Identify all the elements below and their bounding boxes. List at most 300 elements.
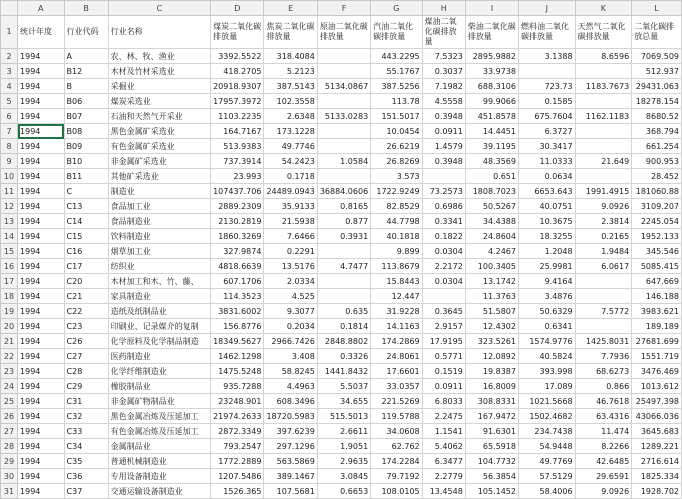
table-cell[interactable]: 1808.7023 [465,184,518,199]
table-cell[interactable]: 2.2779 [422,469,465,484]
table-cell[interactable]: 1.4579 [422,139,465,154]
table-cell[interactable]: 234.7438 [518,424,575,439]
row-header[interactable]: 4 [1,79,18,94]
table-cell[interactable]: 151.5017 [371,109,422,124]
table-cell[interactable]: 4.2467 [465,244,518,259]
row-header[interactable]: 8 [1,139,18,154]
table-cell[interactable]: 1425.8031 [575,334,632,349]
table-cell[interactable]: 9.4164 [518,274,575,289]
table-cell[interactable]: 1551.719 [632,349,682,364]
table-cell[interactable]: 1183.7673 [575,79,632,94]
table-cell[interactable]: 24489.0943 [264,184,317,199]
table-cell[interactable]: 2.9635 [317,454,370,469]
table-cell[interactable]: 化学原料及化学制品制造 [108,334,210,349]
field-header-cell[interactable]: 煤炭二氧化碳排放量 [211,16,264,49]
table-cell[interactable]: 1860.3269 [211,229,264,244]
table-cell[interactable] [575,124,632,139]
row-header[interactable]: 28 [1,439,18,454]
table-cell[interactable] [575,319,632,334]
table-cell[interactable]: 非金属矿采选业 [108,154,210,169]
table-cell[interactable]: 2245.054 [632,214,682,229]
table-cell[interactable]: 0.1519 [422,364,465,379]
table-cell[interactable]: 68.6273 [575,364,632,379]
table-cell[interactable]: 57.5129 [518,469,575,484]
table-cell[interactable]: 有色金属冶炼及压延加工 [108,424,210,439]
field-header-cell[interactable]: 行业代码 [64,16,108,49]
table-cell[interactable]: 34.0608 [371,424,422,439]
table-cell[interactable]: 44.7798 [371,214,422,229]
table-cell[interactable]: 108.0105 [371,484,422,499]
table-cell[interactable] [575,169,632,184]
table-cell[interactable]: 73.2573 [422,184,465,199]
table-cell[interactable]: C16 [64,244,108,259]
table-cell[interactable]: 13.5176 [264,259,317,274]
table-cell[interactable]: 661.254 [632,139,682,154]
table-cell[interactable]: 0.635 [317,304,370,319]
row-header[interactable]: 16 [1,259,18,274]
table-cell[interactable]: C [64,184,108,199]
table-cell[interactable]: 医药制造业 [108,349,210,364]
table-cell[interactable]: A [64,49,108,64]
table-cell[interactable]: 2.2172 [422,259,465,274]
table-cell[interactable]: 2.9157 [422,319,465,334]
table-cell[interactable]: 4.7477 [317,259,370,274]
row-header[interactable]: 3 [1,64,18,79]
table-cell[interactable]: 纺织业 [108,259,210,274]
table-cell[interactable]: 1994 [18,214,65,229]
table-cell[interactable]: 3.4876 [518,289,575,304]
table-cell[interactable]: 11.474 [575,424,632,439]
table-cell[interactable]: 金属制品业 [108,439,210,454]
table-cell[interactable]: 化学纤维制造业 [108,364,210,379]
table-cell[interactable]: C37 [64,484,108,499]
table-cell[interactable]: 387.5256 [371,79,422,94]
table-cell[interactable]: 1994 [18,154,65,169]
table-cell[interactable]: 1994 [18,484,65,499]
row-header[interactable]: 26 [1,409,18,424]
table-cell[interactable]: 100.3405 [465,259,518,274]
table-cell[interactable]: 17.9195 [422,334,465,349]
table-cell[interactable]: 0.2165 [575,229,632,244]
row-header[interactable]: 9 [1,154,18,169]
table-cell[interactable]: C17 [64,259,108,274]
table-cell[interactable]: B07 [64,109,108,124]
table-cell[interactable]: 4.4963 [264,379,317,394]
table-cell[interactable]: 17957.3972 [211,94,264,109]
table-cell[interactable]: 7.5772 [575,304,632,319]
field-header-cell[interactable]: 焦炭二氧化碳排放量 [264,16,317,49]
table-cell[interactable]: 1994 [18,394,65,409]
table-cell[interactable]: 17.089 [518,379,575,394]
table-cell[interactable] [575,64,632,79]
table-cell[interactable]: 2130.2819 [211,214,264,229]
table-cell[interactable]: 513.9383 [211,139,264,154]
table-cell[interactable]: 1994 [18,439,65,454]
row-header[interactable]: 24 [1,379,18,394]
table-cell[interactable]: 1928.702 [632,484,682,499]
table-cell[interactable]: 1013.612 [632,379,682,394]
column-header-c[interactable]: C [108,1,210,16]
field-header-cell[interactable]: 原油二氧化碳排放量 [317,16,370,49]
table-cell[interactable]: C22 [64,304,108,319]
table-cell[interactable]: 15.8443 [371,274,422,289]
table-cell[interactable] [518,64,575,79]
table-cell[interactable]: 0.3948 [422,109,465,124]
table-cell[interactable]: 1991.4915 [575,184,632,199]
table-cell[interactable]: 2966.7426 [264,334,317,349]
table-cell[interactable]: 0.3037 [422,64,465,79]
table-cell[interactable]: 0.866 [575,379,632,394]
table-cell[interactable]: 13.1742 [465,274,518,289]
table-cell[interactable]: 3476.469 [632,364,682,379]
table-cell[interactable]: 451.8578 [465,109,518,124]
table-cell[interactable]: 11.3763 [465,289,518,304]
table-cell[interactable]: 0.0911 [422,379,465,394]
table-cell[interactable]: 62.762 [371,439,422,454]
table-cell[interactable]: 1952.133 [632,229,682,244]
table-cell[interactable]: 4.5558 [422,94,465,109]
table-cell[interactable]: 563.5869 [264,454,317,469]
column-header-k[interactable]: K [575,1,632,16]
table-cell[interactable]: 0.0304 [422,244,465,259]
table-cell[interactable]: 采掘业 [108,79,210,94]
table-cell[interactable]: 1994 [18,334,65,349]
table-cell[interactable]: 27681.699 [632,334,682,349]
table-cell[interactable]: 737.3914 [211,154,264,169]
table-cell[interactable]: 20918.9307 [211,79,264,94]
table-cell[interactable]: 3.0845 [317,469,370,484]
table-cell[interactable]: 900.953 [632,154,682,169]
row-header[interactable]: 17 [1,274,18,289]
row-header[interactable]: 21 [1,334,18,349]
row-header[interactable]: 11 [1,184,18,199]
table-cell[interactable]: C26 [64,334,108,349]
table-cell[interactable]: 1526.365 [211,484,264,499]
table-cell[interactable]: 114.3523 [211,289,264,304]
table-cell[interactable]: 99.9066 [465,94,518,109]
table-cell[interactable]: 9.3077 [264,304,317,319]
table-cell[interactable]: 2895.9882 [465,49,518,64]
table-cell[interactable]: 54.2423 [264,154,317,169]
table-cell[interactable]: 7.7936 [575,349,632,364]
table-cell[interactable]: 饮料制造业 [108,229,210,244]
table-cell[interactable]: 647.669 [632,274,682,289]
select-all-corner[interactable] [1,1,18,16]
table-cell[interactable] [317,289,370,304]
field-header-cell[interactable]: 汽油二氧化碳排放量 [371,16,422,49]
table-cell[interactable]: 0.2291 [264,244,317,259]
table-cell[interactable]: 1994 [18,409,65,424]
table-cell[interactable]: 397.6239 [264,424,317,439]
table-cell[interactable] [317,139,370,154]
table-cell[interactable]: 3392.5522 [211,49,264,64]
table-cell[interactable]: 26.6219 [371,139,422,154]
table-cell[interactable]: 50.6329 [518,304,575,319]
table-cell[interactable] [317,274,370,289]
table-cell[interactable]: 0.1718 [264,169,317,184]
table-cell[interactable]: 1103.2235 [211,109,264,124]
table-cell[interactable]: 49.7746 [264,139,317,154]
row-header[interactable]: 22 [1,349,18,364]
table-cell[interactable]: 173.1228 [264,124,317,139]
table-cell[interactable]: 1994 [18,349,65,364]
table-cell[interactable]: 389.1467 [264,469,317,484]
table-cell[interactable]: 4818.6639 [211,259,264,274]
table-cell[interactable]: 1162.1183 [575,109,632,124]
table-cell[interactable]: 0.0911 [422,124,465,139]
table-cell[interactable]: 1462.1298 [211,349,264,364]
table-cell[interactable]: 18.3255 [518,229,575,244]
table-cell[interactable] [575,274,632,289]
table-cell[interactable]: 1021.5668 [518,394,575,409]
table-cell[interactable]: 0.5771 [422,349,465,364]
table-cell[interactable]: C20 [64,274,108,289]
table-cell[interactable]: 6653.643 [518,184,575,199]
table-cell[interactable]: 1772.2889 [211,454,264,469]
row-header[interactable]: 14 [1,229,18,244]
table-cell[interactable]: 91.6301 [465,424,518,439]
table-cell[interactable]: 1994 [18,244,65,259]
table-cell[interactable]: 50.5267 [465,199,518,214]
table-cell[interactable]: 1994 [18,184,65,199]
table-cell[interactable]: 48.3569 [465,154,518,169]
table-cell[interactable]: 3645.683 [632,424,682,439]
table-cell[interactable]: 113.78 [371,94,422,109]
table-cell[interactable]: 935.7288 [211,379,264,394]
table-cell[interactable]: 39.1195 [465,139,518,154]
table-cell[interactable]: 木材及竹材采选业 [108,64,210,79]
table-cell[interactable]: 7069.509 [632,49,682,64]
table-cell[interactable]: 3109.207 [632,199,682,214]
table-cell[interactable]: 1994 [18,124,65,139]
table-cell[interactable]: 1207.5486 [211,469,264,484]
table-cell[interactable]: C28 [64,364,108,379]
row-header[interactable]: 2 [1,49,18,64]
table-cell[interactable] [317,169,370,184]
table-cell[interactable]: 2872.3349 [211,424,264,439]
table-cell[interactable] [422,169,465,184]
table-cell[interactable]: 12.0892 [465,349,518,364]
row-header[interactable]: 25 [1,394,18,409]
table-cell[interactable]: C31 [64,394,108,409]
row-header[interactable]: 31 [1,484,18,499]
field-header-cell[interactable]: 二氧化碳排放总量 [632,16,682,49]
table-cell[interactable]: 0.3931 [317,229,370,244]
table-cell[interactable] [422,289,465,304]
row-header[interactable]: 19 [1,304,18,319]
field-header-cell[interactable]: 煤油二氧化碳排放量 [422,16,465,49]
table-cell[interactable]: 制造业 [108,184,210,199]
table-cell[interactable]: 食品制造业 [108,214,210,229]
table-cell[interactable]: 其他矿采选业 [108,169,210,184]
table-cell[interactable]: B11 [64,169,108,184]
table-cell[interactable]: 造纸及纸制品业 [108,304,210,319]
table-cell[interactable]: 323.5261 [465,334,518,349]
table-cell[interactable]: 0.6341 [518,319,575,334]
table-cell[interactable]: B [64,79,108,94]
column-header-d[interactable]: D [211,1,264,16]
table-cell[interactable]: 58.8245 [264,364,317,379]
table-cell[interactable]: 308.8331 [465,394,518,409]
table-cell[interactable]: 3.1388 [518,49,575,64]
table-cell[interactable]: 1441.8432 [317,364,370,379]
column-header-i[interactable]: I [465,1,518,16]
table-cell[interactable]: 35.9133 [264,199,317,214]
table-cell[interactable]: 46.7618 [575,394,632,409]
table-cell[interactable]: 21974.2633 [211,409,264,424]
table-cell[interactable]: 107437.706 [211,184,264,199]
table-cell[interactable]: 石油和天然气开采业 [108,109,210,124]
table-cell[interactable]: 418.2705 [211,64,264,79]
column-header-g[interactable]: G [371,1,422,16]
table-cell[interactable]: 1.0584 [317,154,370,169]
table-cell[interactable]: 82.8529 [371,199,422,214]
table-cell[interactable]: 2848.8802 [317,334,370,349]
table-cell[interactable]: 黑色金属冶炼及压延加工 [108,409,210,424]
table-cell[interactable]: 40.1818 [371,229,422,244]
table-cell[interactable]: 8680.52 [632,109,682,124]
column-header-l[interactable]: L [632,1,682,16]
table-cell[interactable]: C34 [64,439,108,454]
table-cell[interactable] [317,124,370,139]
table-cell[interactable]: 675.7604 [518,109,575,124]
table-cell[interactable]: 0.1814 [317,319,370,334]
field-header-cell[interactable]: 燃料油二氧化碳排放量 [518,16,575,49]
table-cell[interactable]: 18720.5983 [264,409,317,424]
table-cell[interactable]: B12 [64,64,108,79]
table-cell[interactable] [575,289,632,304]
table-cell[interactable]: 146.188 [632,289,682,304]
table-cell[interactable]: 23248.901 [211,394,264,409]
table-cell[interactable]: 387.5143 [264,79,317,94]
table-cell[interactable]: 107.5681 [264,484,317,499]
table-cell[interactable]: 14.1163 [371,319,422,334]
table-cell[interactable]: 181060.88 [632,184,682,199]
table-cell[interactable]: 1289.221 [632,439,682,454]
table-cell[interactable]: 家具制造业 [108,289,210,304]
field-header-cell[interactable]: 统计年度 [18,16,65,49]
table-cell[interactable]: 14.4451 [465,124,518,139]
table-cell[interactable]: 174.2869 [371,334,422,349]
table-cell[interactable]: 4.525 [264,289,317,304]
table-cell[interactable]: 24.8061 [371,349,422,364]
table-cell[interactable]: C36 [64,469,108,484]
table-cell[interactable]: 164.7167 [211,124,264,139]
table-cell[interactable]: 119.5788 [371,409,422,424]
table-cell[interactable]: 17.6601 [371,364,422,379]
table-cell[interactable]: 21.649 [575,154,632,169]
table-cell[interactable]: 8.6596 [575,49,632,64]
table-cell[interactable]: 25.9981 [518,259,575,274]
table-cell[interactable]: 1.9484 [575,244,632,259]
table-cell[interactable]: 1994 [18,319,65,334]
table-cell[interactable]: 7.1982 [422,79,465,94]
table-cell[interactable]: 18349.5627 [211,334,264,349]
table-cell[interactable]: 36884.0606 [317,184,370,199]
table-cell[interactable]: 专用设备制造业 [108,469,210,484]
table-cell[interactable]: C27 [64,349,108,364]
table-cell[interactable]: 25497.398 [632,394,682,409]
table-cell[interactable]: 104.7732 [465,454,518,469]
table-cell[interactable]: C33 [64,424,108,439]
table-cell[interactable]: 8.2266 [575,439,632,454]
table-cell[interactable]: 221.5269 [371,394,422,409]
table-cell[interactable]: 58.4006 [518,484,575,499]
table-cell[interactable]: 0.0634 [518,169,575,184]
table-cell[interactable]: 5.2123 [264,64,317,79]
table-cell[interactable]: 65.5918 [465,439,518,454]
table-cell[interactable]: 10.3675 [518,214,575,229]
table-cell[interactable]: 农、林、牧、渔业 [108,49,210,64]
table-cell[interactable]: 有色金属矿采选业 [108,139,210,154]
table-cell[interactable]: 607.1706 [211,274,264,289]
field-header-cell[interactable]: 行业名称 [108,16,210,49]
column-header-h[interactable]: H [422,1,465,16]
table-cell[interactable]: 55.1767 [371,64,422,79]
table-cell[interactable]: 5133.0283 [317,109,370,124]
table-cell[interactable]: 0.877 [317,214,370,229]
table-cell[interactable]: 0.651 [465,169,518,184]
table-cell[interactable]: 793.2547 [211,439,264,454]
row-header[interactable]: 10 [1,169,18,184]
table-cell[interactable]: 1994 [18,454,65,469]
table-cell[interactable]: 1994 [18,64,65,79]
table-cell[interactable]: 688.3106 [465,79,518,94]
table-cell[interactable]: 515.5013 [317,409,370,424]
table-cell[interactable]: 7.6466 [264,229,317,244]
row-header[interactable]: 13 [1,214,18,229]
table-cell[interactable]: B08 [64,124,108,139]
table-cell[interactable]: 54.9448 [518,439,575,454]
table-cell[interactable]: 443.2295 [371,49,422,64]
table-cell[interactable]: 0.8165 [317,199,370,214]
table-cell[interactable]: C32 [64,409,108,424]
table-cell[interactable]: C35 [64,454,108,469]
table-cell[interactable]: C23 [64,319,108,334]
table-cell[interactable]: 3.573 [371,169,422,184]
table-cell[interactable]: 0.1585 [518,94,575,109]
table-cell[interactable]: 1994 [18,379,65,394]
table-cell[interactable]: 1994 [18,304,65,319]
table-cell[interactable]: 1502.4682 [518,409,575,424]
table-cell[interactable]: 105.1452 [465,484,518,499]
table-cell[interactable]: 318.4084 [264,49,317,64]
table-cell[interactable]: 12.447 [371,289,422,304]
table-cell[interactable]: 42.6485 [575,454,632,469]
table-cell[interactable]: 1994 [18,79,65,94]
table-cell[interactable]: 21.5938 [264,214,317,229]
table-cell[interactable]: 29431.063 [632,79,682,94]
table-cell[interactable]: 5085.415 [632,259,682,274]
table-cell[interactable]: 6.3477 [422,454,465,469]
table-cell[interactable]: 10.0454 [371,124,422,139]
table-cell[interactable]: 0.1822 [422,229,465,244]
table-cell[interactable]: 9.0926 [575,484,632,499]
table-cell[interactable]: 33.0357 [371,379,422,394]
table-cell[interactable]: 1994 [18,364,65,379]
table-cell[interactable]: 368.794 [632,124,682,139]
table-cell[interactable]: 167.9472 [465,409,518,424]
table-cell[interactable]: 43066.036 [632,409,682,424]
table-cell[interactable]: 1.1541 [422,424,465,439]
table-cell[interactable]: 交通运输设备制造业 [108,484,210,499]
table-cell[interactable]: 23.993 [211,169,264,184]
row-header[interactable]: 29 [1,454,18,469]
table-cell[interactable]: 24.8604 [465,229,518,244]
table-cell[interactable]: 56.3854 [465,469,518,484]
table-cell[interactable]: 34.655 [317,394,370,409]
table-cell[interactable]: 5.5037 [317,379,370,394]
